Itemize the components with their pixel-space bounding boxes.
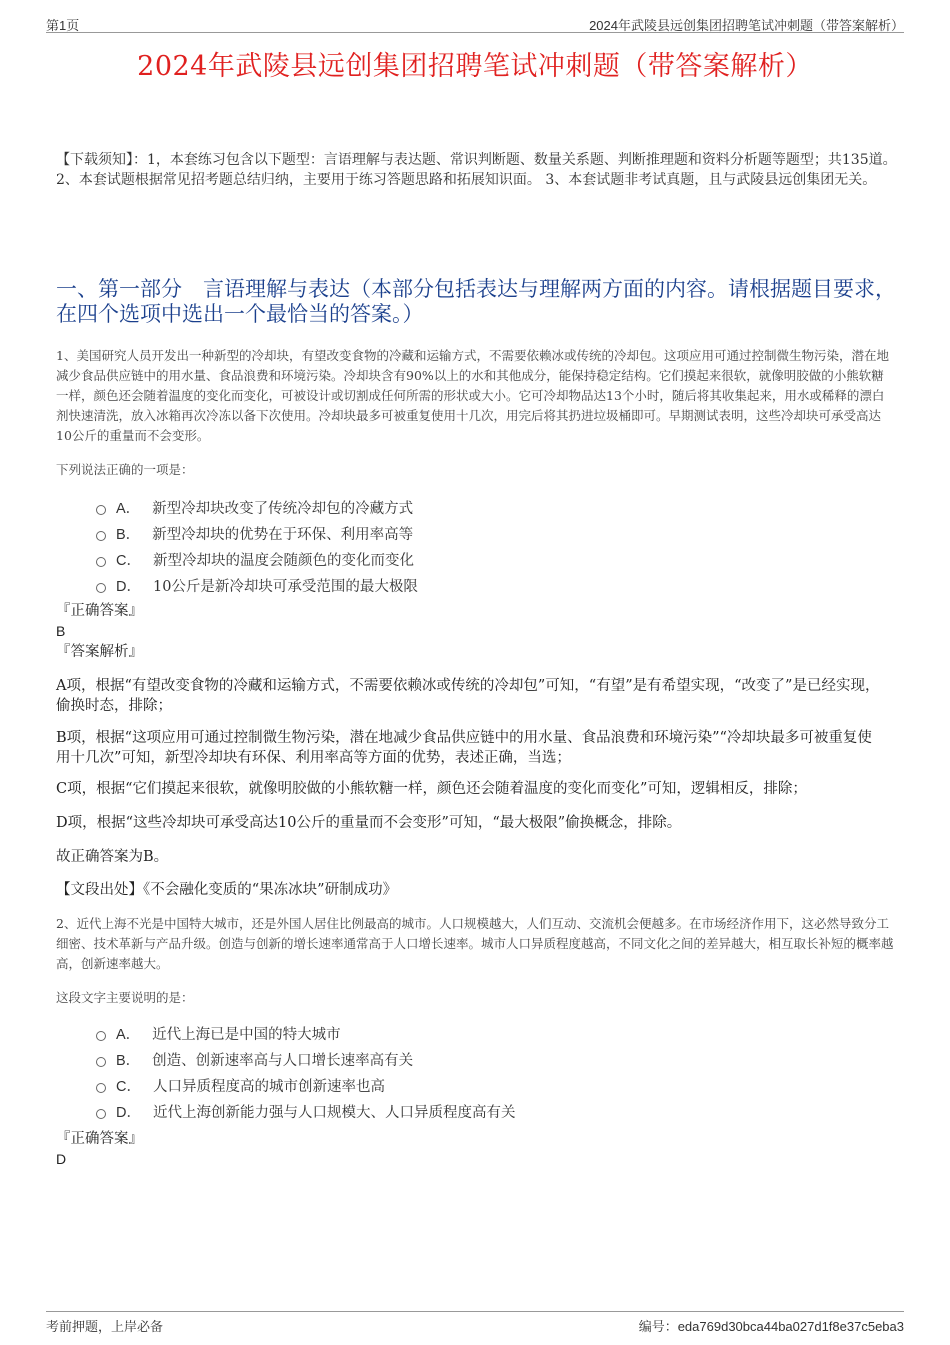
option-text: 新型冷却块的优势在于环保、利用率高等 xyxy=(152,526,414,543)
radio-icon[interactable] xyxy=(96,1083,106,1093)
question-2-stem: 这段文字主要说明的是： xyxy=(56,990,194,1005)
question-1-analysis-a: A项，根据“有望改变食物的冷藏和运输方式，不需要依赖冰或传统的冷却包”可知，“有望”是有希望实现，“改变了”是已经实现，偷换时态，排除； xyxy=(56,678,880,714)
option-text: 新型冷却块的温度会随颜色的变化而变化 xyxy=(152,552,414,569)
question-1-analysis-d: D项，根据“这些冷却块可承受高达10公斤的重量而不会变形”可知，“最大极限”偷换概念，排除。 xyxy=(56,815,682,831)
page-number: 第1页 xyxy=(46,18,80,33)
radio-icon[interactable] xyxy=(96,557,106,567)
option-letter: C． xyxy=(116,552,141,569)
radio-icon[interactable] xyxy=(96,1057,106,1067)
question-1-stem: 下列说法正确的一项是： xyxy=(56,462,194,477)
footer-doc-id: 编号：eda769d30bca44ba027d1f8e37c5eba3 xyxy=(638,1319,904,1334)
question-2-option-d[interactable] xyxy=(96,1098,796,1124)
question-2-option-c[interactable] xyxy=(96,1072,796,1098)
option-letter: A． xyxy=(116,500,141,517)
question-1-analysis-b: B项，根据“这项应用可通过控制微生物污染，潜在地减少食品供应链中的用水量、食品浪费和环境污染”“冷却块最多可被重复使用十几次”可知，新型冷却块有环保、利用率高等方面的优势，表述正确，当选； xyxy=(56,730,872,766)
page-footer xyxy=(46,1311,904,1338)
question-2-option-b[interactable] xyxy=(96,1046,796,1072)
option-letter: D． xyxy=(116,1104,141,1121)
radio-icon[interactable] xyxy=(96,1109,106,1119)
question-2-answer-label: 『正确答案』 xyxy=(56,1131,143,1147)
option-text: 10公斤是新冷却块可承受范围的最大极限 xyxy=(152,578,418,595)
page-header xyxy=(46,12,904,33)
option-letter: B． xyxy=(116,526,141,543)
footer-slogan: 考前押题，上岸必备 xyxy=(46,1320,164,1335)
option-letter: C． xyxy=(116,1078,141,1095)
option-text: 近代上海已是中国的特大城市 xyxy=(152,1026,341,1043)
question-2-option-a[interactable] xyxy=(96,1020,796,1046)
question-1-conclusion: 故正确答案为B。 xyxy=(56,849,169,865)
question-1-option-a[interactable] xyxy=(96,494,796,520)
question-2-answer: D xyxy=(56,1151,67,1167)
option-letter: D． xyxy=(116,578,141,595)
question-1-option-d[interactable] xyxy=(96,572,796,598)
question-1-options xyxy=(96,494,796,598)
option-text: 创造、创新速率高与人口增长速率高有关 xyxy=(152,1052,414,1069)
header-doc-title: 2024年武陵县远创集团招聘笔试冲刺题（带答案解析） xyxy=(589,18,904,33)
question-2-text: 2、近代上海不光是中国特大城市，还是外国人居住比例最高的城市。人口规模越大，人们互动、交流机会便越多。在市场经济作用下，这必然导致分工细密、技术革新与产品升级。创造与创新的增长速率通常高于人口增长速率。城市人口异质程度越高，不同文化之间的差异越大，相互取长补短的概率越高，创新速率越大。 xyxy=(56,916,894,971)
question-2-options xyxy=(96,1020,796,1124)
question-1-answer-label: 『正确答案』 xyxy=(56,603,143,619)
radio-icon[interactable] xyxy=(96,1031,106,1041)
option-text: 近代上海创新能力强与人口规模大、人口异质程度高有关 xyxy=(152,1104,516,1121)
question-1-source: 【文段出处】《不会融化变质的“果冻冰块”研制成功》 xyxy=(56,882,398,898)
option-letter: A． xyxy=(116,1026,141,1043)
section-title: 一、第一部分 言语理解与表达（本部分包括表达与理解两方面的内容。请根据题目要求，在四个选项中选出一个最恰当的答案。） xyxy=(56,277,896,326)
radio-icon[interactable] xyxy=(96,531,106,541)
document-title: 2024年武陵县远创集团招聘笔试冲刺题（带答案解析） xyxy=(137,51,813,82)
question-1-text: 1、美国研究人员开发出一种新型的冷却块，有望改变食物的冷藏和运输方式，不需要依赖冰或传统的冷却包。这项应用可通过控制微生物污染，潜在地减少食品供应链中的用水量、食品浪费和环境污染。冷却块含有90%以上的水和其他成分，能保持稳定结构。它们摸起来很软，就像明胶做的小熊软糖一样，颜色还会随着温度的变化而变化，可被设计或切割成任何所需的形状或大小。它可冷却物品达13个小时，随后将其收集起来，用水或稀释的漂白剂快速清洗，放入冰箱再次冷冻以备下次使用。冷却块最多可被重复使用十几次，用完后将其扔进垃圾桶即可。早期测试表明，这些冷却块可承受高达10公斤的重量而不会变形。 xyxy=(56,348,889,443)
download-notice: 【下载须知】：1，本套练习包含以下题型：言语理解与表达题、常识判断题、数量关系题、判断推理题和资料分析题等题型；共135道。 2、本套试题根据常见招考题总结归纳，主要用于练习答题思路和拓展知识面。 3、本套试题非考试真题，且与武陵县远创集团无关。 xyxy=(56,152,897,188)
radio-icon[interactable] xyxy=(96,583,106,593)
radio-icon[interactable] xyxy=(96,505,106,515)
question-1-option-b[interactable] xyxy=(96,520,796,546)
option-text: 新型冷却块改变了传统冷却包的冷藏方式 xyxy=(152,500,414,517)
question-1-analysis-label: 『答案解析』 xyxy=(56,644,143,660)
question-1-answer: B xyxy=(56,623,66,639)
option-text: 人口异质程度高的城市创新速率也高 xyxy=(152,1078,385,1095)
question-1-option-c[interactable] xyxy=(96,546,796,572)
question-1-analysis-c: C项，根据“它们摸起来很软，就像明胶做的小熊软糖一样，颜色还会随着温度的变化而变化”可知，逻辑相反，排除； xyxy=(56,781,807,797)
option-letter: B． xyxy=(116,1052,141,1069)
